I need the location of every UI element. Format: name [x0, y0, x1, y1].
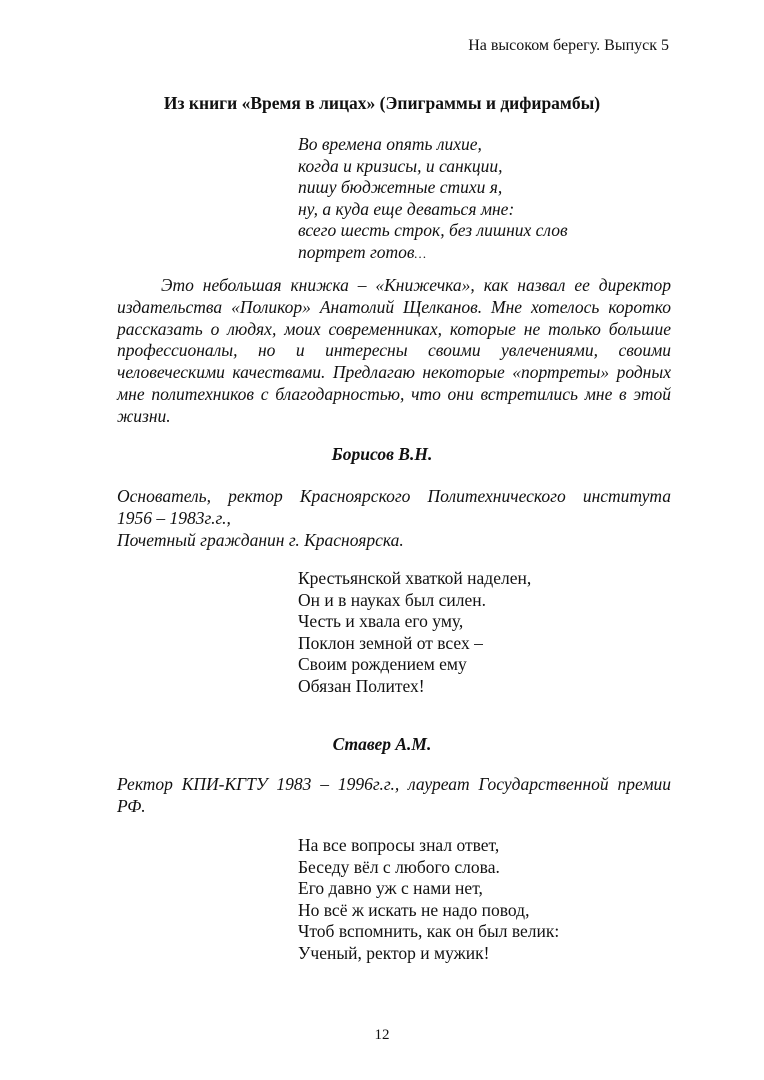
- running-header: На высоком берегу. Выпуск 5: [468, 37, 669, 54]
- page-number: 12: [374, 1027, 390, 1043]
- bio-borisov: [117, 486, 671, 551]
- epigraph-line-text: портрет готов: [298, 241, 415, 262]
- poem-line: На все вопросы знал ответ,: [298, 835, 500, 855]
- poem-line: Крестьянской хваткой наделен,: [298, 568, 532, 588]
- section-heading-staver: Ставер А.М.: [332, 734, 432, 754]
- poem-line: Он и в науках был силен.: [298, 589, 487, 610]
- epigraph-line: пишу бюджетные стихи я,: [298, 177, 503, 198]
- bio-line: Основатель, ректор Красноярского Политехнического института: [117, 486, 671, 506]
- epigraph-line: всего шесть строк, без лишних слов: [298, 220, 568, 241]
- ellipsis: …: [414, 245, 427, 261]
- poem-line: Беседу вёл с любого слова.: [298, 856, 500, 877]
- epigraph-line: ну, а куда еще деваться мне:: [298, 198, 515, 219]
- poem-line: Чтоб вспомнить, как он был велик:: [298, 921, 560, 942]
- page-title: Из книги «Время в лицах» (Эпиграммы и дифирамбы): [163, 93, 601, 113]
- epigraph-poem: [298, 134, 568, 265]
- poem-borisov: [298, 568, 531, 698]
- intro-paragraph: Это небольшая книжка – «Книжечка», как назвал ее директор издательства «Поликор» Анатолий Щелканов. Мне хотелось коротко рассказать о людях, моих современниках, которые не только большие профессионалы, но и интересны своими увлечениями, своими человеческими качествами. Предлагаю некоторые «портреты» родных мне политехников с благодарностью, что они встретились мне в этой жизни.: [117, 275, 671, 426]
- poem-line: Его давно уж с нами нет,: [298, 878, 483, 899]
- poem-line: Ученый, ректор и мужик!: [298, 942, 490, 963]
- poem-line: Своим рождением ему: [298, 654, 467, 675]
- poem-staver: [298, 835, 559, 965]
- bio-staver: Ректор КПИ-КГТУ 1983 – 1996г.г., лауреат Государственной премии РФ.: [117, 774, 671, 816]
- poem-line: Обязан Политех!: [298, 675, 425, 696]
- section-heading-borisov: Борисов В.Н.: [331, 444, 433, 464]
- bio-line: 1956 – 1983г.г.,: [117, 507, 231, 528]
- epigraph-line: когда и кризисы, и санкции,: [298, 155, 503, 176]
- bio-line: Почетный гражданин г. Красноярска.: [117, 529, 404, 550]
- epigraph-line: Во времена опять лихие,: [298, 134, 482, 154]
- epigraph-line: [298, 242, 568, 265]
- poem-line: Честь и хвала его уму,: [298, 611, 464, 632]
- poem-line: Но всё ж искать не надо повод,: [298, 899, 530, 920]
- poem-line: Поклон земной от всех –: [298, 632, 483, 653]
